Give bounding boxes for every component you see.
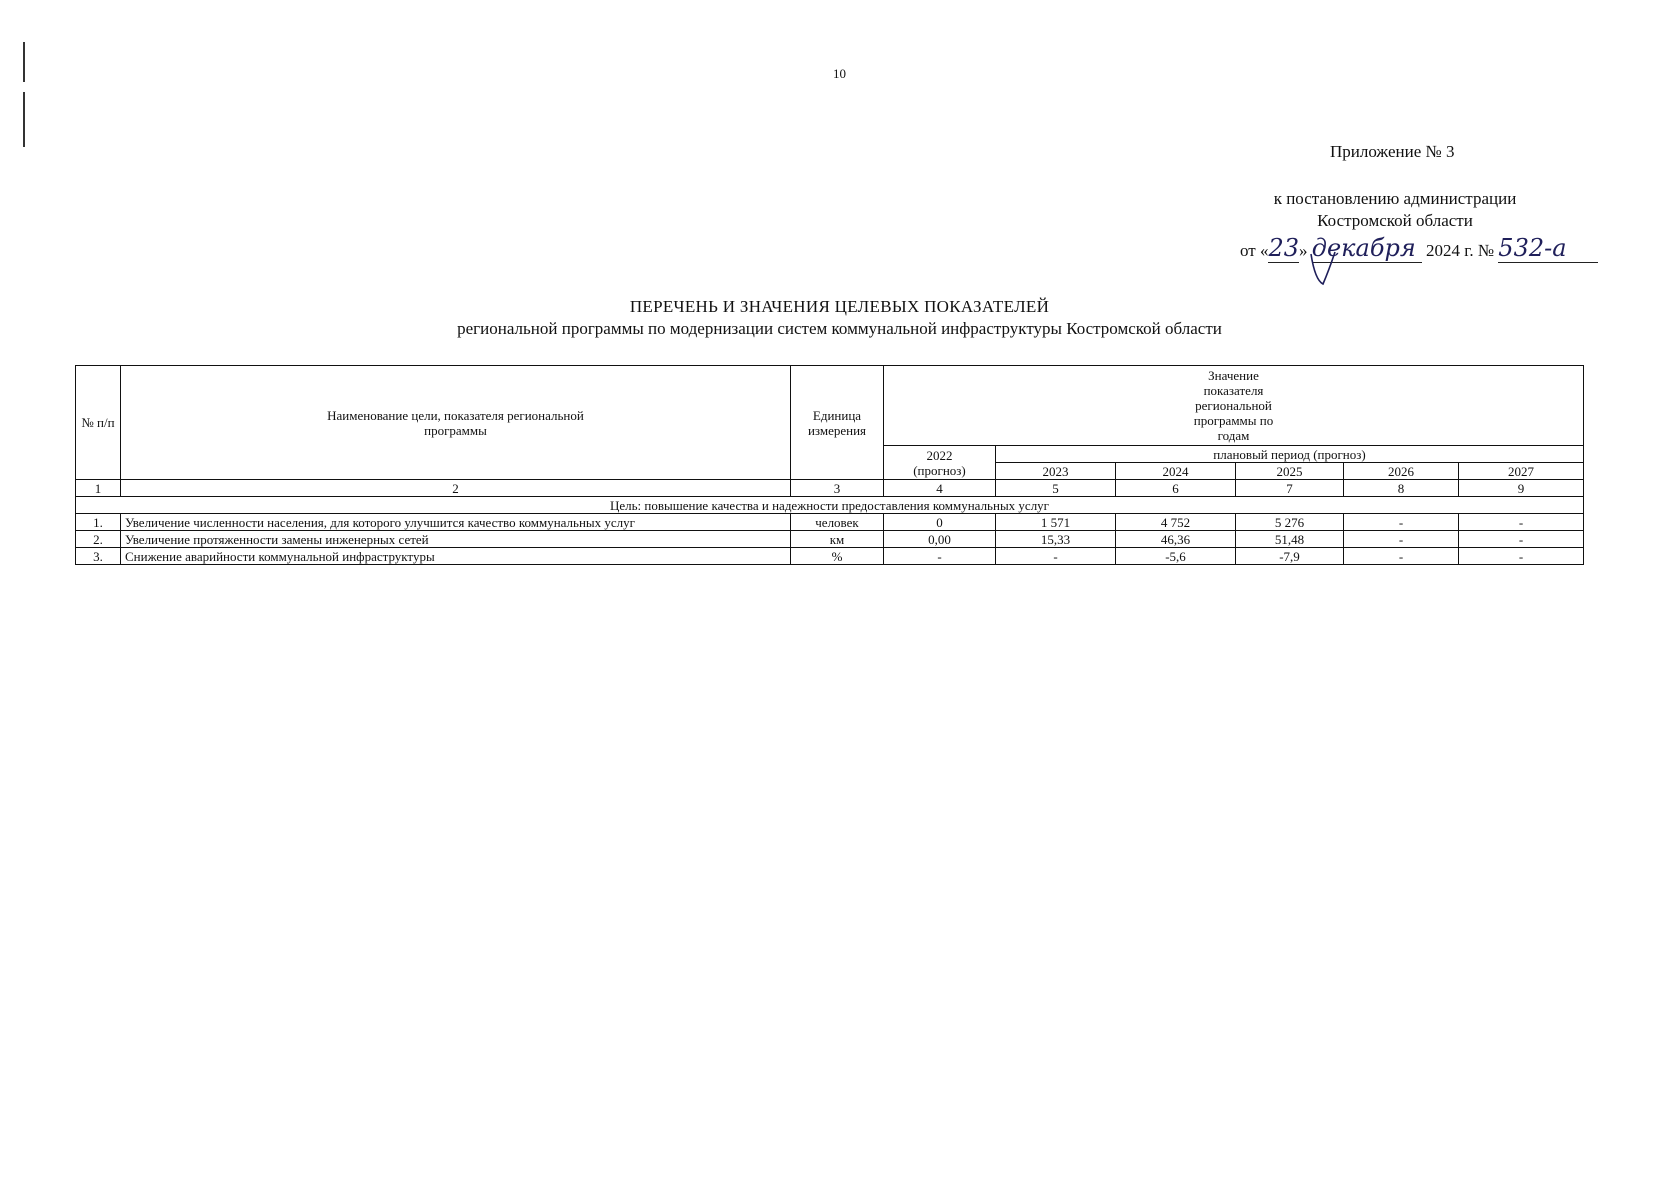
column-number: 9	[1459, 480, 1584, 497]
row-num: 2.	[76, 531, 121, 548]
row-value: 46,36	[1116, 531, 1236, 548]
decree-quote: »	[1299, 241, 1308, 260]
header-name: Наименование цели, показателя региональной программы	[121, 366, 791, 480]
goal-row	[76, 497, 1584, 514]
decree-month: декабря	[1312, 234, 1422, 263]
row-value: 4 752	[1116, 514, 1236, 531]
table-row	[76, 514, 1584, 531]
header-year: 2024	[1116, 463, 1236, 480]
title-line-1: ПЕРЕЧЕНЬ И ЗНАЧЕНИЯ ЦЕЛЕВЫХ ПОКАЗАТЕЛЕЙ	[629, 297, 1050, 316]
row-value: -	[996, 548, 1116, 565]
row-value: 0,00	[884, 531, 996, 548]
title-line-2: региональной программы по модернизации систем коммунальной инфраструктуры Костромской области	[457, 319, 1222, 338]
row-name: Снижение аварийности коммунальной инфраструктуры	[121, 548, 791, 565]
row-value: 15,33	[996, 531, 1116, 548]
row-value: 1 571	[996, 514, 1116, 531]
header-row-1	[76, 366, 1584, 446]
column-number: 8	[1344, 480, 1459, 497]
row-unit: км	[791, 531, 884, 548]
page-number: 10	[833, 66, 846, 81]
appendix-label: Приложение № 3	[1330, 142, 1455, 161]
table-row	[76, 531, 1584, 548]
decree-line-2: Костромской области	[1317, 211, 1473, 230]
row-name: Увеличение численности населения, для которого улучшится качество коммунальных услуг	[121, 514, 791, 531]
column-number: 5	[996, 480, 1116, 497]
header-year: 2027	[1459, 463, 1584, 480]
decree-year: 2024 г. №	[1426, 241, 1495, 260]
row-value: -	[1344, 531, 1459, 548]
header-year: 2023	[996, 463, 1116, 480]
header-unit: Единица измерения	[791, 366, 884, 480]
header-values: Значение показателя региональной программы по годам	[884, 366, 1584, 446]
table-row	[76, 548, 1584, 565]
row-value: -	[884, 548, 996, 565]
row-num: 3.	[76, 548, 121, 565]
header-base-year: 2022 (прогноз)	[884, 446, 996, 480]
row-value: -	[1344, 548, 1459, 565]
signature-flourish	[1305, 250, 1365, 290]
goal-text: Цель: повышение качества и надежности предоставления коммунальных услуг	[76, 497, 1584, 514]
column-number: 2	[121, 480, 791, 497]
row-value: 0	[884, 514, 996, 531]
column-number: 7	[1236, 480, 1344, 497]
column-number-row	[76, 480, 1584, 497]
margin-mark	[23, 92, 25, 147]
column-number: 6	[1116, 480, 1236, 497]
indicators-table	[75, 365, 1584, 565]
header-year: 2025	[1236, 463, 1344, 480]
decree-day: 23	[1268, 234, 1300, 262]
column-number: 3	[791, 480, 884, 497]
document-title	[0, 296, 1679, 340]
decree-number: 532-а	[1498, 234, 1598, 263]
row-num: 1.	[76, 514, 121, 531]
row-unit: человек	[791, 514, 884, 531]
row-value: -	[1459, 514, 1584, 531]
row-value: -	[1459, 531, 1584, 548]
decree-reference	[1230, 188, 1560, 232]
header-num: № п/п	[76, 366, 121, 480]
row-value: -	[1344, 514, 1459, 531]
header-year: 2026	[1344, 463, 1459, 480]
row-value: 51,48	[1236, 531, 1344, 548]
row-value: -5,6	[1116, 548, 1236, 565]
decree-prefix: от «	[1240, 241, 1269, 260]
header-planning: плановый период (прогноз)	[996, 446, 1584, 463]
decree-date-number	[1240, 234, 1598, 263]
column-number: 4	[884, 480, 996, 497]
row-name: Увеличение протяженности замены инженерных сетей	[121, 531, 791, 548]
decree-line-1: к постановлению администрации	[1273, 189, 1517, 208]
row-unit: %	[791, 548, 884, 565]
row-value: -7,9	[1236, 548, 1344, 565]
column-number: 1	[76, 480, 121, 497]
row-value: -	[1459, 548, 1584, 565]
row-value: 5 276	[1236, 514, 1344, 531]
